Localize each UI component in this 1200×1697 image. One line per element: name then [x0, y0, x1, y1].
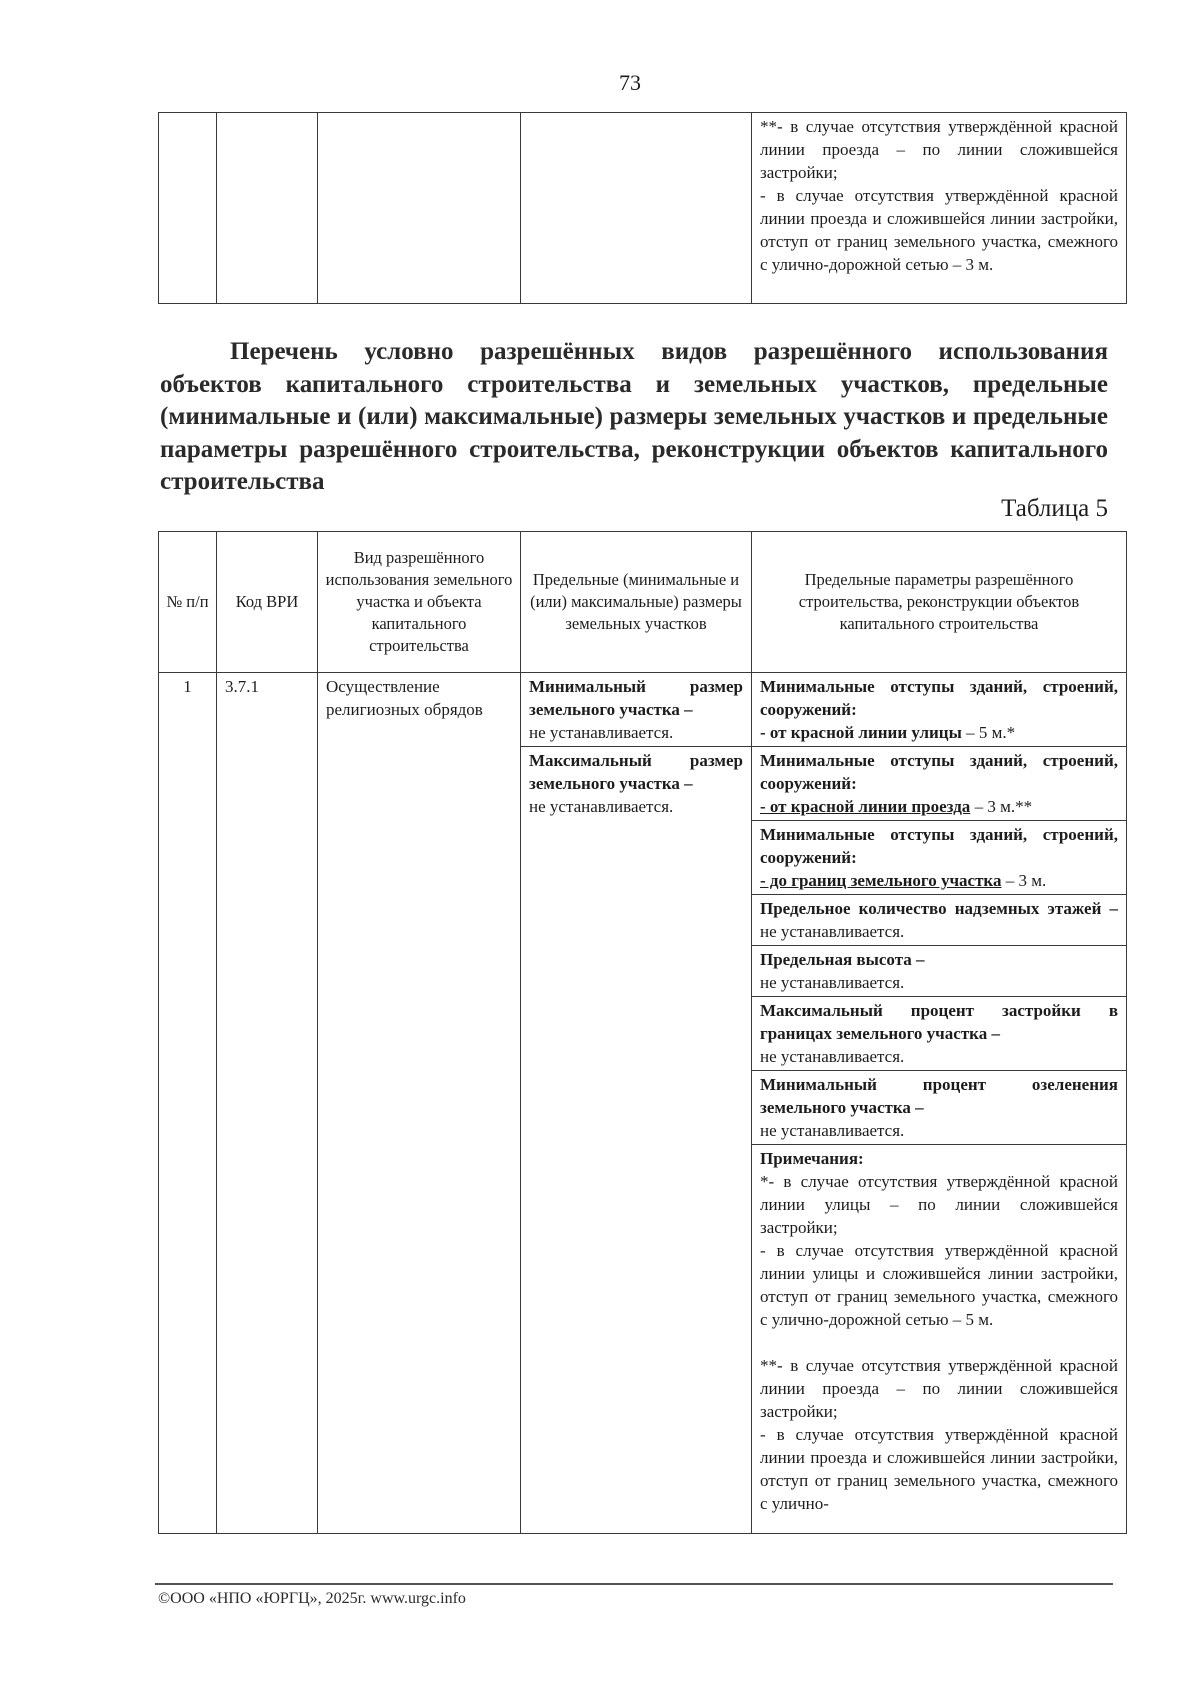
- param-height: [752, 946, 1127, 997]
- header-use: Вид разрешённого использования земельного участка и объекта капитального строительства: [318, 532, 521, 673]
- cell-code: 3.7.1: [217, 673, 318, 1534]
- size-max-title: Максимальный размер земельного участка –: [529, 751, 743, 793]
- param-offset-street: [752, 673, 1127, 747]
- continuation-notes: [752, 113, 1127, 304]
- param-build-percent: [752, 997, 1127, 1071]
- cell-num: 1: [159, 673, 217, 1534]
- build-pct-value: не устанавливается.: [760, 1047, 905, 1066]
- param-green-percent: [752, 1071, 1127, 1145]
- note-spacer: [760, 1331, 1118, 1354]
- note-item: *- в случае отсутствия утверждённой красной линии улицы – по линии сложившейся застройки;: [760, 1172, 1118, 1237]
- heading-text: Перечень условно разрешённых видов разрешённого использования объектов капитального строительства и земельных участков, предельные (минимальные и (или) максимальные) размеры земельных участков и предельные параметры разрешённого: [160, 338, 1108, 463]
- size-max-value: не устанавливается.: [529, 797, 674, 816]
- green-pct-title: Минимальный процент озеленения земельного участка –: [760, 1075, 1118, 1117]
- cell-size-max: [521, 747, 752, 1534]
- param-offset-driveway: [752, 747, 1127, 821]
- continuation-note-1: **- в случае отсутствия утверждённой красной линии проезда – по линии сложившейся застройки;: [760, 117, 1118, 182]
- continuation-row: [159, 113, 1127, 304]
- param-title: Минимальные отступы зданий, строений, сооружений:: [760, 677, 1118, 719]
- continuation-note-2: - в случае отсутствия утверждённой красной линии проезда и сложившейся линии застройки, отступ от границ земельного участка, смежного с улично-дорожной сетью – 3 м.: [760, 186, 1118, 274]
- heading-text-last: строительства, реконструкции объектов капитального строительства: [160, 435, 1108, 495]
- cell-size-min: [521, 673, 752, 747]
- floors-title: Предельное количество надземных этажей –: [760, 899, 1118, 918]
- param-detail: - до границ земельного участка: [760, 871, 1002, 890]
- table-row: [159, 673, 1127, 747]
- continuation-cell-code: [217, 113, 318, 304]
- notes-cell: [752, 1145, 1127, 1534]
- header-num: № п/п: [159, 532, 217, 673]
- cell-use: Осуществление религиозных обрядов: [318, 673, 521, 1534]
- floors-value: не устанавливается.: [760, 922, 905, 941]
- permitted-uses-table: [158, 531, 1127, 1534]
- footer-copyright: ©ООО «НПО «ЮРГЦ», 2025г. www.urgc.info: [158, 1590, 466, 1607]
- footer-divider: [155, 1583, 1113, 1585]
- continuation-table: [158, 112, 1127, 304]
- size-min-value: не устанавливается.: [529, 723, 674, 742]
- param-detail: - от красной линии проезда: [760, 797, 971, 816]
- note-item: - в случае отсутствия утверждённой красной линии улицы и сложившейся линии застройки, отступ от границ земельного участка, смежного с улично-дорожной сетью – 5 м.: [760, 1241, 1118, 1329]
- continuation-cell-use: [318, 113, 521, 304]
- continuation-cell-num: [159, 113, 217, 304]
- header-size: Предельные (минимальные и (или) максимальные) размеры земельных участков: [521, 532, 752, 673]
- param-offset-plot: [752, 821, 1127, 895]
- param-title: Минимальные отступы зданий, строений, сооружений:: [760, 751, 1118, 793]
- size-min-title: Минимальный размер земельного участка –: [529, 677, 743, 719]
- build-pct-title: Максимальный процент застройки в границах земельного участка –: [760, 1001, 1118, 1043]
- continuation-cell-size: [521, 113, 752, 304]
- section-heading: [160, 336, 1108, 499]
- page-number: 73: [619, 70, 641, 95]
- height-title: Предельная высота –: [760, 950, 925, 969]
- header-params: Предельные параметры разрешённого строительства, реконструкции объектов капитального строительства: [752, 532, 1127, 673]
- param-detail: - от красной линии улицы: [760, 723, 962, 742]
- note-item: **- в случае отсутствия утверждённой красной линии проезда – по линии сложившейся застройки;: [760, 1356, 1118, 1421]
- param-value: – 3 м.: [1001, 871, 1047, 890]
- param-floors: [752, 895, 1127, 946]
- table-caption: Таблица 5: [1001, 495, 1108, 522]
- height-value: не устанавливается.: [760, 973, 905, 992]
- param-value: – 3 м.**: [970, 797, 1033, 816]
- param-value: – 5 м.*: [961, 723, 1016, 742]
- param-title: Минимальные отступы зданий, строений, сооружений:: [760, 825, 1118, 867]
- table-header-row: [159, 532, 1127, 673]
- note-item: - в случае отсутствия утверждённой красной линии проезда и сложившейся линии застройки, отступ от границ земельного участка, смежного с улично-: [760, 1425, 1118, 1513]
- notes-title: Примечания:: [760, 1149, 864, 1168]
- green-pct-value: не устанавливается.: [760, 1121, 905, 1140]
- header-code: Код ВРИ: [217, 532, 318, 673]
